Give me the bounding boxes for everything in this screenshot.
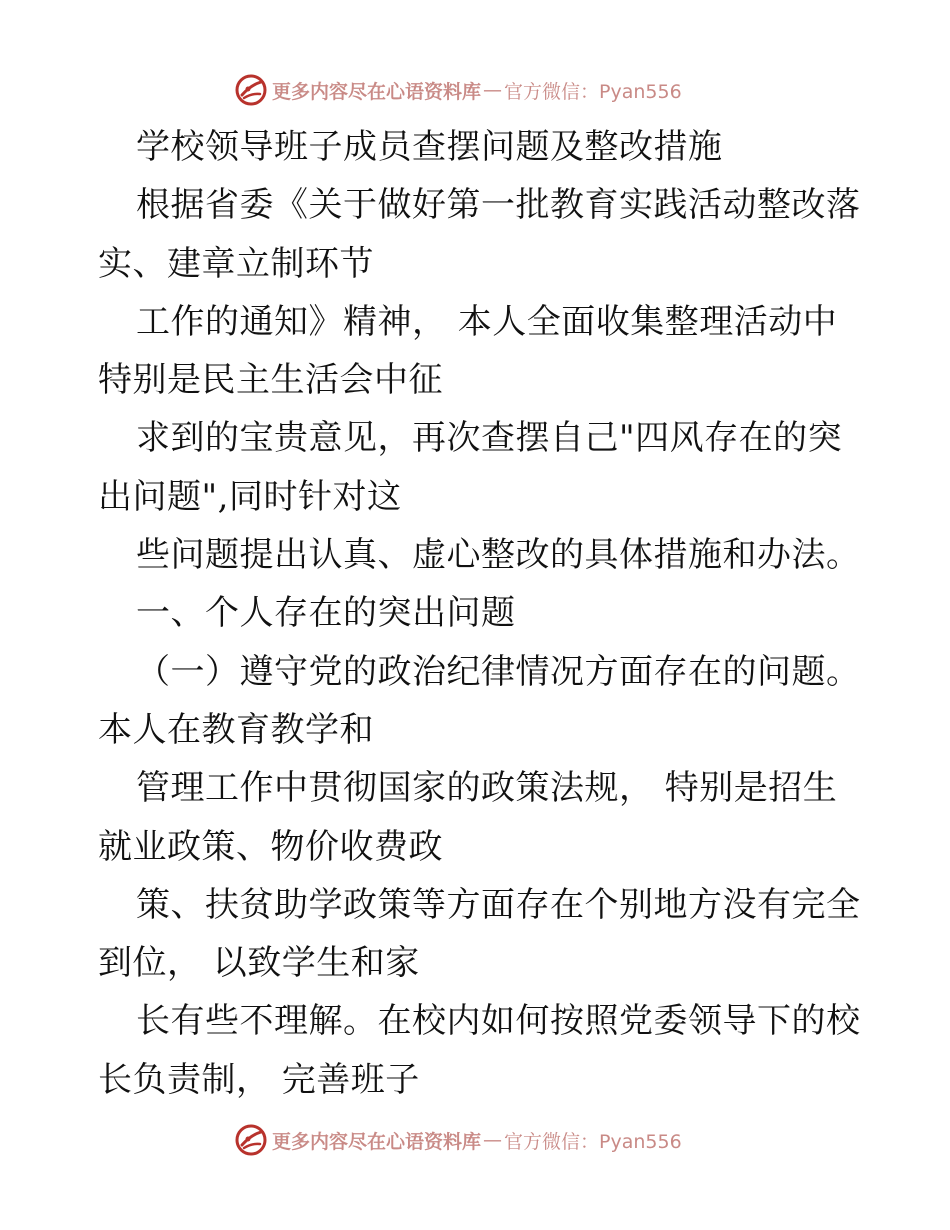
paragraph-line: 出问题",同时针对这 xyxy=(98,476,402,517)
subsection-heading: （一）遵守党的政治纪律情况方面存在的问题。 xyxy=(136,651,861,692)
banner-dash: — xyxy=(483,1129,503,1151)
footer-banner xyxy=(234,1122,682,1158)
paragraph-line: 特别是民主生活会中征 xyxy=(98,360,443,401)
paragraph-line: 些问题提出认真、虚心整改的具体措施和办法。 xyxy=(136,535,861,576)
paragraph-line: 求到的宝贵意见，再次查摆自己"四风存在的突 xyxy=(136,418,843,459)
banner-wechat: 官方微信：Pyan556 xyxy=(504,80,682,103)
paragraph-line: 长有些不理解。在校内如何按照党委领导下的校 xyxy=(136,1001,861,1042)
paragraph-line: 长负责制， 完善班子 xyxy=(98,1059,420,1100)
paragraph-line: 管理工作中贯彻国家的政策法规， 特别是招生 xyxy=(136,768,838,809)
banner-wechat: 官方微信：Pyan556 xyxy=(504,1130,682,1153)
book-quill-logo-icon xyxy=(234,73,268,107)
section-heading: 一、个人存在的突出问题 xyxy=(136,593,516,634)
paragraph-line: 到位， 以致学生和家 xyxy=(98,943,420,984)
banner-dash: — xyxy=(483,79,503,101)
paragraph-line: 策、扶贫助学政策等方面存在个别地方没有完全 xyxy=(136,884,861,925)
book-quill-logo-icon xyxy=(234,1123,268,1157)
paragraph-line: 就业政策、物价收费政 xyxy=(98,826,443,867)
paragraph-line: 实、建章立制环节 xyxy=(98,243,374,284)
header-banner xyxy=(234,72,682,108)
paragraph-line: 工作的通知》精神， 本人全面收集整理活动中 xyxy=(136,301,838,342)
banner-title: 更多内容尽在心语资料库 xyxy=(272,80,482,103)
document-body xyxy=(98,118,861,1109)
banner-title: 更多内容尽在心语资料库 xyxy=(272,1130,482,1153)
document-title: 学校领导班子成员查摆问题及整改措施 xyxy=(136,127,723,167)
paragraph-line: 根据省委《关于做好第一批教育实践活动整改落 xyxy=(136,185,861,226)
paragraph-line: 本人在教育教学和 xyxy=(98,709,374,750)
